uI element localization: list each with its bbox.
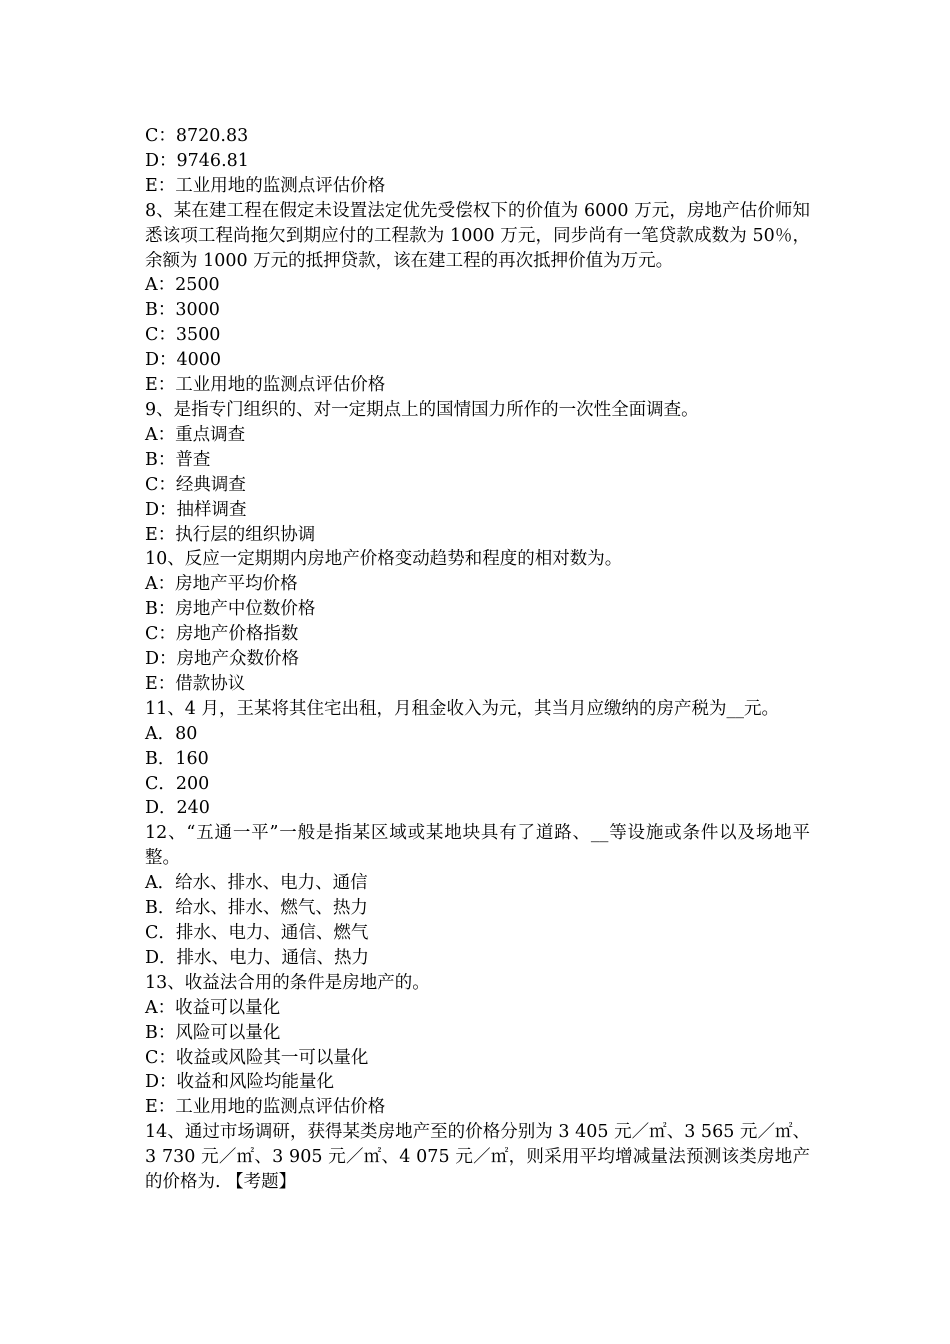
question-8-option-b: B：3000 xyxy=(145,300,220,321)
question-13-option-a: A：收益可以量化 xyxy=(145,997,281,1018)
question-9-option-b: B：普查 xyxy=(145,449,211,470)
question-9-option-e: E：执行层的组织协调 xyxy=(145,524,316,545)
question-11-option-c: C．200 xyxy=(145,773,210,794)
question-10-option-c: C：房地产价格指数 xyxy=(145,624,299,645)
question-12-stem: 12、“五通一平”一般是指某区域或某地块具有了道路、__等设施或条件以及场地平整。 xyxy=(145,823,810,869)
question-9-option-a: A：重点调查 xyxy=(145,424,246,445)
option-line: E：工业用地的监测点评估价格 xyxy=(145,175,386,196)
question-13-option-e: E：工业用地的监测点评估价格 xyxy=(145,1097,386,1118)
question-8-option-c: C：3500 xyxy=(145,325,221,346)
question-9-option-d: D：抽样调查 xyxy=(145,499,247,520)
question-10-option-e: E：借款协议 xyxy=(145,673,246,694)
question-13-option-b: B：风险可以量化 xyxy=(145,1022,281,1043)
question-12-option-a: A．给水、排水、电力、通信 xyxy=(145,873,368,894)
question-10-option-d: D：房地产众数价格 xyxy=(145,649,300,670)
question-10-stem: 10、反应一定期期内房地产价格变动趋势和程度的相对数为。 xyxy=(145,549,623,570)
question-9-stem: 9、是指专门组织的、对一定期点上的国情国力所作的一次性全面调查。 xyxy=(145,399,699,420)
question-12-option-d: D．排水、电力、通信、热力 xyxy=(145,947,370,968)
option-line: C：8720.83 xyxy=(145,126,249,146)
option-line: D：9746.81 xyxy=(145,150,249,171)
document-page xyxy=(145,124,810,1195)
question-12-option-c: C．排水、电力、通信、燃气 xyxy=(145,923,369,943)
question-9-option-c: C：经典调查 xyxy=(145,474,246,495)
question-8-option-d: D：4000 xyxy=(145,350,222,371)
question-11-option-b: B．160 xyxy=(145,748,209,769)
question-13-option-d: D：收益和风险均能量化 xyxy=(145,1072,335,1093)
question-10-option-b: B：房地产中位数价格 xyxy=(145,599,316,620)
question-13-option-c: C：收益或风险其一可以量化 xyxy=(145,1047,369,1068)
question-10-option-a: A：房地产平均价格 xyxy=(145,574,298,595)
question-8-option-e: E：工业用地的监测点评估价格 xyxy=(145,375,386,396)
question-13-stem: 13、收益法合用的条件是房地产的。 xyxy=(145,972,430,993)
question-11-option-a: A．80 xyxy=(145,723,198,744)
question-8-stem: 8、某在建工程在假定未设置法定优先受偿权下的价值为 6000 万元，房地产估价师知悉该项工程尚拖欠到期应付的工程款为 1000 万元，同步尚有一笔贷款成数为 50％，余额为 1000 万元的抵押贷款，该在建工程的再次抵押价值为万元。 xyxy=(145,200,810,271)
question-11-option-d: D．240 xyxy=(145,798,210,819)
question-14-stem: 14、通过市场调研，获得某类房地产至的价格分别为 3 405 元／㎡、3 565 元／㎡、3 730 元／㎡、3 905 元／㎡、4 075 元／㎡，则采用平均增减量法预测该类房地产 的价格为. 【考题】 xyxy=(145,1122,810,1193)
question-11-stem: 11、4 月，王某将其住宅出租，月租金收入为元，其当月应缴纳的房产税为__元。 xyxy=(145,698,779,719)
question-8-option-a: A：2500 xyxy=(145,275,220,296)
question-12-option-b: B．给水、排水、燃气、热力 xyxy=(145,898,368,919)
